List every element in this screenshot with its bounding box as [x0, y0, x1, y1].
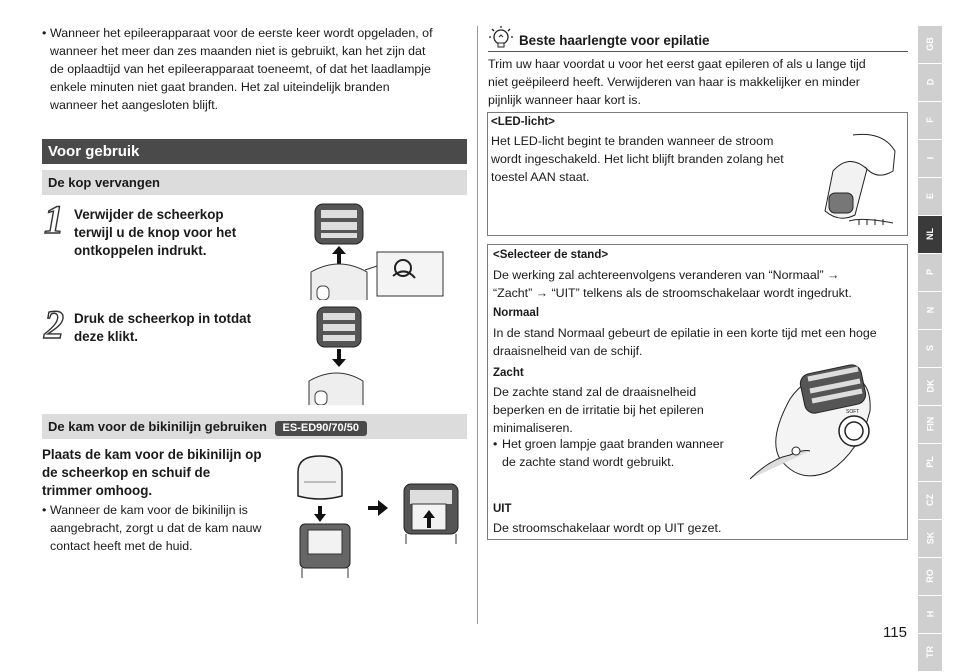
tab-gb[interactable]	[918, 26, 942, 63]
instruction-line: trimmer omhoog.	[42, 483, 153, 498]
note-line: Wanneer de kam voor de bikinilijn is	[50, 503, 248, 517]
mode-line: De werking zal achtereenvolgens veranderen van “Normaal” →	[493, 268, 840, 282]
led-line: wordt ingeschakeld. Het licht blijft branden zolang het	[491, 152, 784, 166]
led-title: <LED-licht>	[491, 116, 555, 128]
tab-p[interactable]	[918, 254, 942, 291]
tab-nl[interactable]	[918, 216, 942, 253]
uit-title: UIT	[493, 503, 512, 515]
tab-label: SK	[924, 531, 935, 545]
column-divider	[477, 26, 478, 624]
tab-dk[interactable]	[918, 368, 942, 405]
tab-label: NL	[925, 228, 935, 241]
intro-note	[42, 24, 472, 114]
bikini-instruction	[42, 446, 262, 500]
step-number-2: 2	[44, 302, 64, 347]
led-text	[491, 132, 784, 186]
tip-underline	[488, 51, 908, 52]
step-line: ontkoppelen indrukt.	[74, 243, 207, 258]
tab-label: D	[925, 79, 935, 86]
tab-label: DK	[925, 379, 935, 393]
tab-cz[interactable]	[918, 482, 942, 519]
note-line: contact heeft met de huid.	[50, 539, 193, 553]
mode-title: <Selecteer de stand>	[493, 249, 609, 261]
tab-label: E	[924, 193, 935, 200]
step-line: Verwijder de scheerkop	[74, 207, 224, 222]
normaal-line: draaisnelheid van de schijf.	[493, 344, 643, 358]
tab-label: H	[925, 611, 935, 618]
tip-lightbulb-icon	[488, 25, 514, 51]
subsection-title-text: De kam voor de bikinilijn gebruiken	[48, 419, 267, 434]
bullet: •	[42, 26, 47, 40]
subsection-title-replace-head: De kop vervangen	[42, 170, 467, 195]
model-badge: ES-ED90/70/50	[275, 421, 367, 436]
tab-label: S	[924, 345, 935, 352]
tab-label: CZ	[925, 494, 935, 507]
tip-line: Trim uw haar voordat u voor het eerst gaat epileren of als u lange tijd	[488, 57, 866, 71]
step-1-text	[74, 206, 236, 260]
instruction-line: Plaats de kam voor de bikinilijn op	[42, 447, 262, 462]
led-epilator-illustration	[813, 131, 903, 231]
led-line: toestel AAN staat.	[491, 170, 590, 184]
tab-tr[interactable]	[918, 634, 942, 671]
mode-line: “Zacht” → “UIT” telkens als de stroomschakelaar wordt ingedrukt.	[493, 286, 852, 300]
tab-sk[interactable]	[918, 520, 942, 557]
step-2-text	[74, 310, 251, 346]
zacht-line: minimaliseren.	[493, 421, 573, 435]
page-number: 115	[883, 624, 907, 641]
intro-line: wanneer het aangesloten blijft.	[50, 98, 219, 112]
zacht-text	[493, 383, 704, 437]
tab-label: I	[924, 156, 935, 160]
tab-label: N	[925, 307, 935, 314]
mode-box	[487, 244, 908, 540]
zacht-title: Zacht	[493, 367, 524, 379]
intro-line: Wanneer het epileerapparaat voor de eerste keer wordt opgeladen, of	[50, 26, 433, 40]
soft-mode-illustration	[750, 359, 906, 492]
attach-head-illustration	[305, 305, 365, 405]
zacht-note-line: Het groen lampje gaat branden wanneer	[502, 437, 724, 451]
tip-line: niet geëpileerd heeft. Verwijderen van haar is makkelijker en minder	[488, 75, 860, 89]
step-number-1: 1	[44, 197, 64, 242]
led-box	[487, 112, 908, 236]
step-line: Druk de scheerkop in totdat	[74, 311, 252, 326]
tab-s[interactable]	[918, 330, 942, 367]
language-tabs	[918, 26, 942, 672]
tab-label: PL	[924, 456, 935, 469]
bikini-comb-illustration	[294, 452, 466, 580]
subsection-title-bikini-comb	[42, 414, 467, 439]
step-line: deze klikt.	[74, 329, 139, 344]
tab-label: RO	[925, 569, 935, 583]
instruction-line: de scheerkop en schuif de	[42, 465, 211, 480]
intro-line: wanneer het meer dan zes maanden niet is gebruikt, kan het zijn dat	[50, 44, 426, 58]
mode-text	[493, 266, 852, 302]
bikini-note	[42, 501, 292, 555]
zacht-line: De zachte stand zal de draaisnelheid	[493, 385, 697, 399]
tip-title: Beste haarlengte voor epilatie	[519, 33, 710, 48]
tab-f[interactable]	[918, 102, 942, 139]
tab-label: GB	[925, 37, 935, 51]
tab-e[interactable]	[918, 178, 942, 215]
section-title: Voor gebruik	[42, 139, 467, 164]
tip-text	[488, 55, 866, 109]
bullet: •	[493, 437, 498, 451]
tab-fin[interactable]	[918, 406, 942, 443]
step-line: terwijl u de knop voor het	[74, 225, 237, 240]
intro-line: de oplaadtijd van het epileerapparaat toeneemt, of dat het laadlampje	[50, 62, 431, 76]
tab-h[interactable]	[918, 596, 942, 633]
intro-line: enkele minuten niet gaat branden. Het zal uiteindelijk branden	[50, 80, 390, 94]
tab-n[interactable]	[918, 292, 942, 329]
zacht-line: beperken en de irritatie bij het epileren	[493, 403, 704, 417]
normaal-text	[493, 324, 877, 360]
tab-label: P	[924, 269, 935, 276]
tab-label: F	[925, 117, 935, 123]
bullet: •	[42, 503, 47, 517]
note-line: aangebracht, zorgt u dat de kam nauw	[50, 521, 262, 535]
tab-label: TR	[925, 646, 935, 659]
zacht-note-line: de zachte stand wordt gebruikt.	[502, 455, 675, 469]
remove-head-illustration	[305, 200, 447, 300]
tip-line: pijnlijk wanneer haar kort is.	[488, 93, 641, 107]
led-line: Het LED-licht begint te branden wanneer de stroom	[491, 134, 774, 148]
normaal-title: Normaal	[493, 307, 540, 319]
uit-text: De stroomschakelaar wordt op UIT gezet.	[493, 521, 722, 535]
tab-ro[interactable]	[918, 558, 942, 595]
tab-label: FIN	[925, 417, 935, 432]
zacht-note	[493, 435, 743, 471]
normaal-line: In de stand Normaal gebeurt de epilatie in een korte tijd met een hoge	[493, 326, 877, 340]
tab-d[interactable]	[918, 64, 942, 101]
tab-pl[interactable]	[918, 444, 942, 481]
soft-label: SOFT	[846, 409, 860, 415]
tab-i[interactable]	[918, 140, 942, 177]
